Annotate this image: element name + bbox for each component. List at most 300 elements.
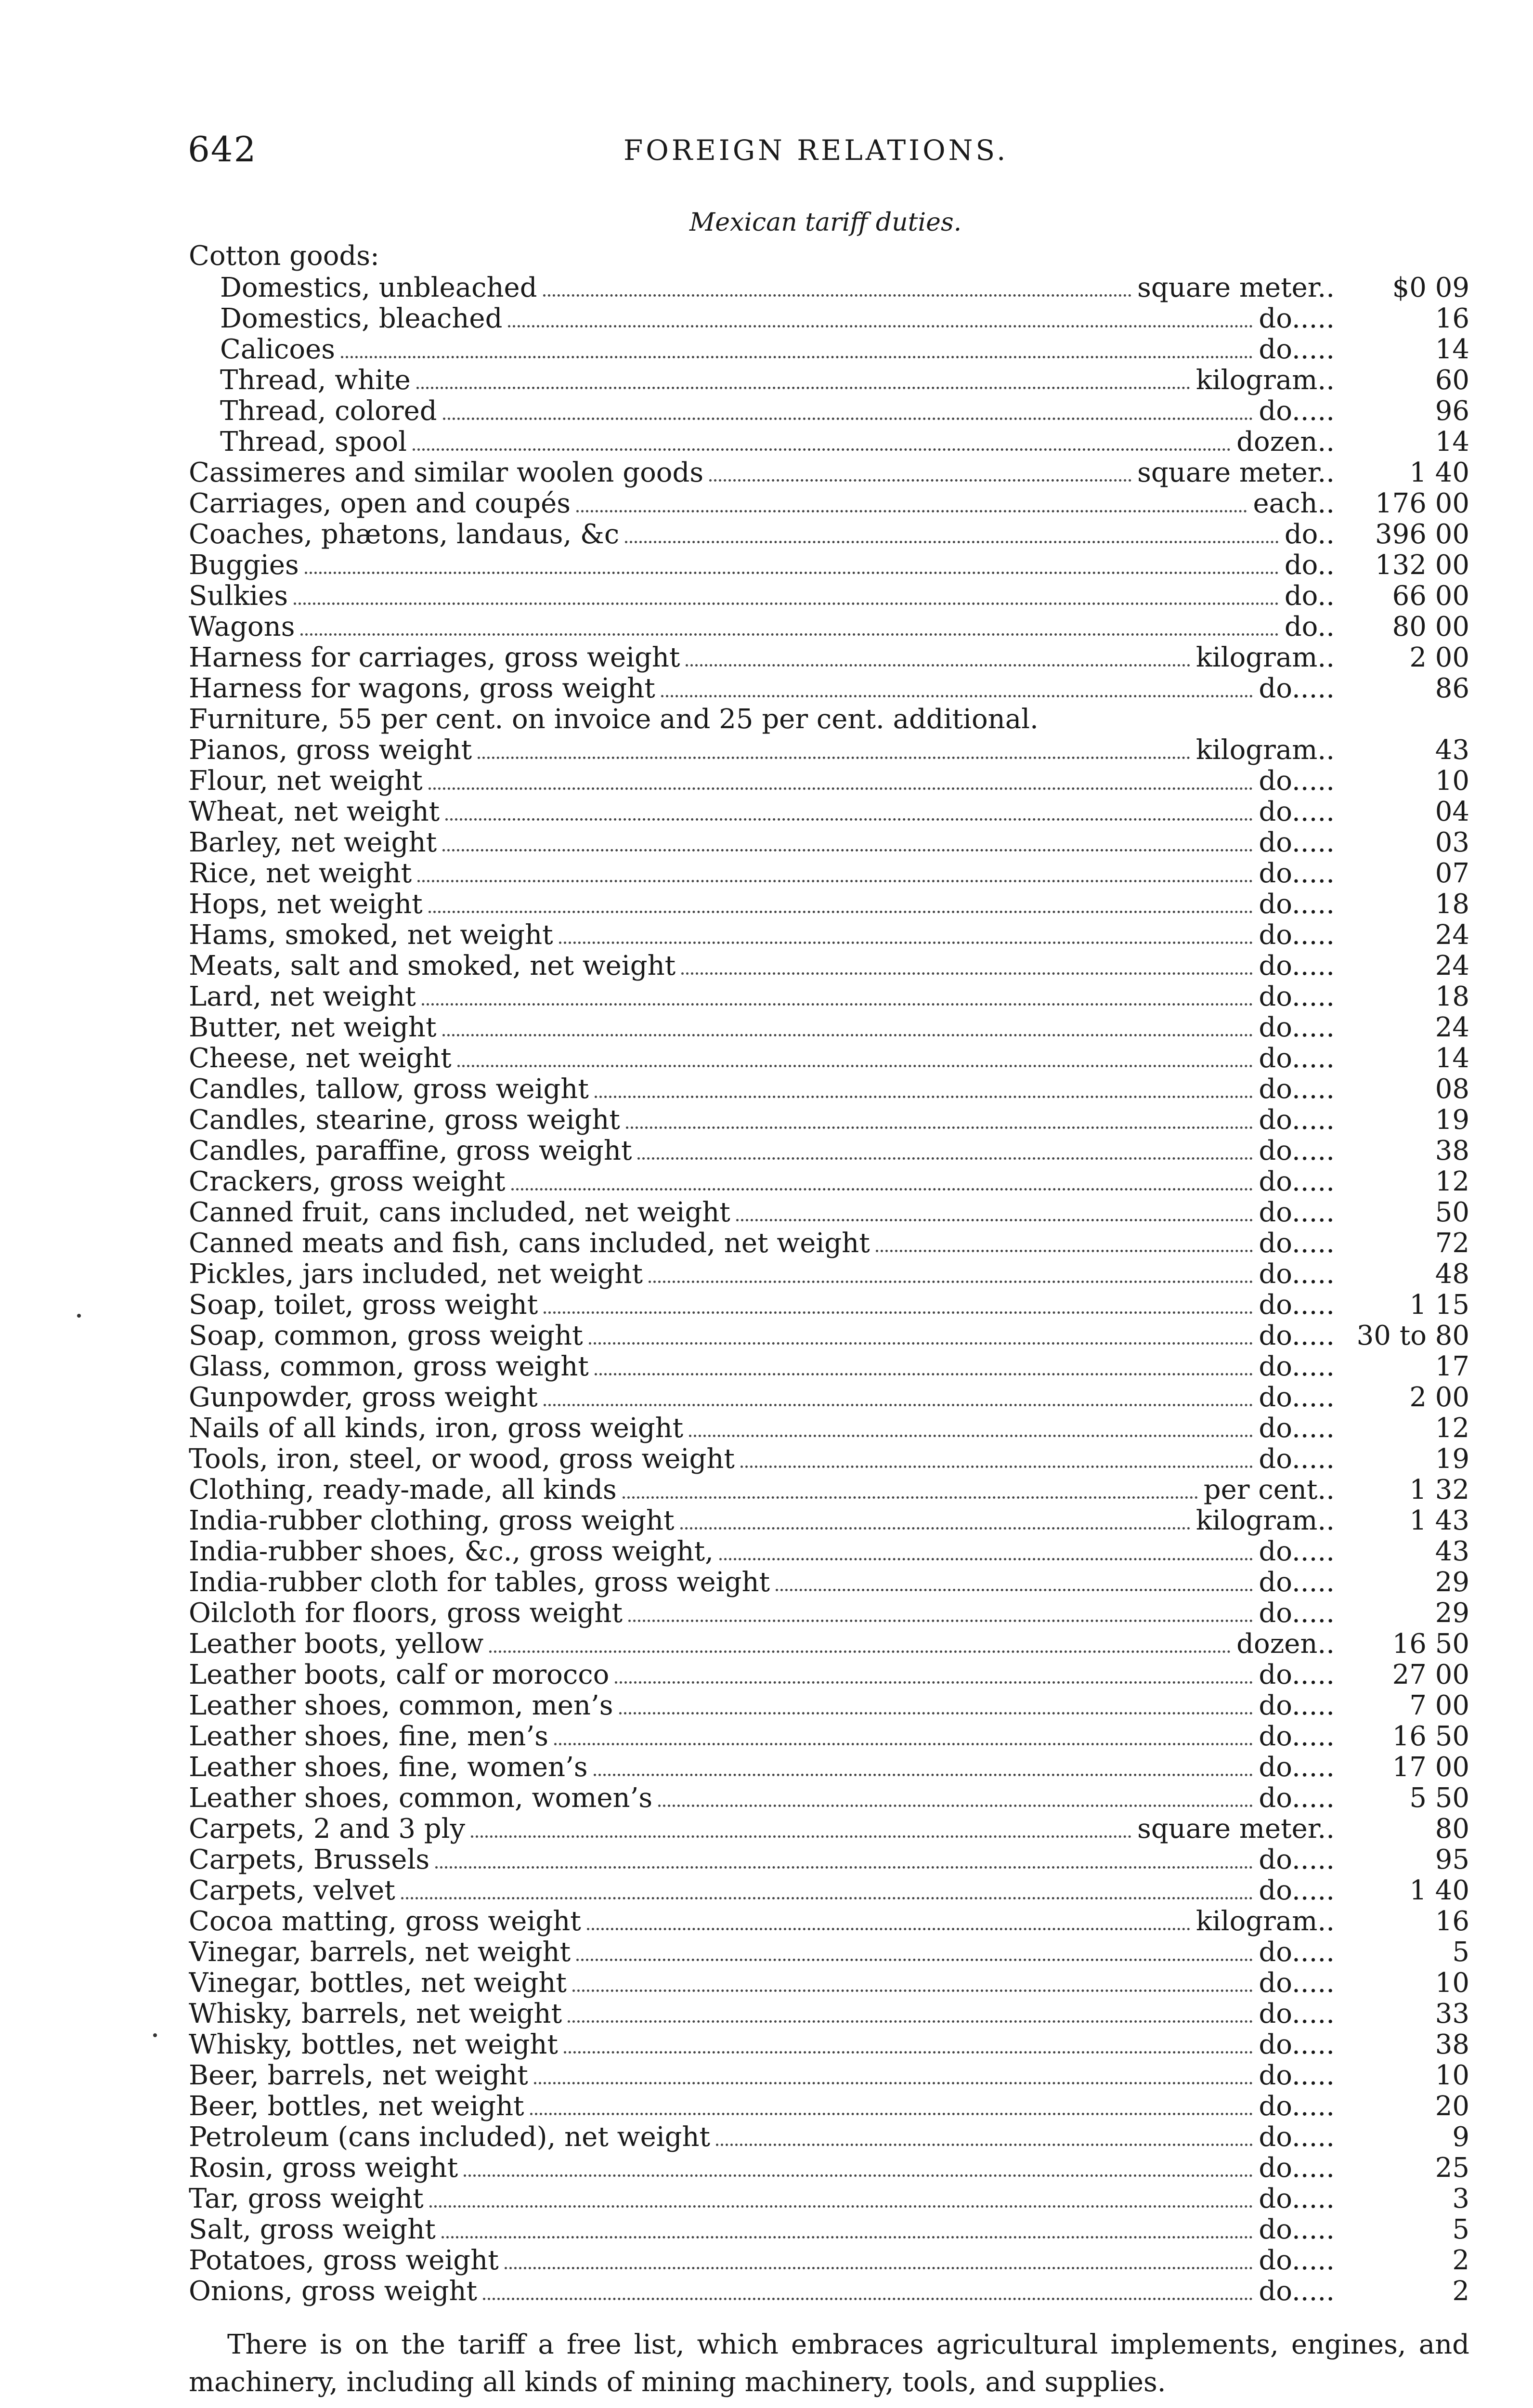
item-rate: 19 <box>1435 1104 1469 1136</box>
table-row <box>189 1505 1469 1536</box>
dot-leader <box>429 889 1253 913</box>
item-name: Canned meats and fish, cans included, net weight <box>189 1228 870 1259</box>
item-leader <box>189 2091 1335 2122</box>
table-row <box>189 920 1469 951</box>
dot-leader <box>615 1660 1253 1684</box>
item-unit: kilogram.. <box>1195 642 1335 673</box>
item-rate: 5 <box>1452 1937 1469 1968</box>
item-name: Thread, colored <box>220 396 437 427</box>
item-leader <box>189 1690 1335 1721</box>
item-leader <box>189 612 1335 642</box>
item-rate: 10 <box>1435 2060 1469 2091</box>
item-rate: 50 <box>1435 1197 1469 1228</box>
item-rate: 24 <box>1435 1012 1469 1043</box>
table-row <box>189 735 1469 766</box>
table-row <box>189 1074 1469 1105</box>
item-name: Wagons <box>189 612 295 642</box>
dot-leader <box>594 1752 1253 1776</box>
item-unit: do..... <box>1259 1197 1335 1228</box>
dot-leader <box>429 2184 1253 2208</box>
item-leader <box>189 581 1335 612</box>
dot-leader <box>294 581 1279 605</box>
table-row <box>189 2029 1469 2060</box>
item-leader <box>189 1475 1335 1505</box>
item-unit: do..... <box>1259 797 1335 827</box>
item-unit: square meter.. <box>1137 273 1335 303</box>
item-name: Thread, spool <box>220 427 407 458</box>
item-name: Crackers, gross weight <box>189 1166 506 1197</box>
table-row <box>189 396 1469 427</box>
item-rate: 9 <box>1452 2121 1469 2153</box>
item-name: Cocoa matting, gross weight <box>189 1906 581 1937</box>
item-leader <box>189 1382 1335 1413</box>
item-rate: 80 <box>1435 1813 1469 1845</box>
dot-leader <box>401 1875 1253 1899</box>
item-unit: do..... <box>1259 1968 1335 1999</box>
item-leader <box>189 2276 1335 2307</box>
table-row <box>189 1906 1469 1937</box>
dot-leader <box>443 396 1253 420</box>
item-unit: per cent.. <box>1203 1475 1335 1505</box>
item-rate: 16 <box>1435 303 1469 334</box>
item-leader <box>189 1999 1335 2029</box>
item-unit: do..... <box>1259 1660 1335 1690</box>
table-row <box>189 1721 1469 1752</box>
item-rate: 80 00 <box>1392 611 1469 642</box>
item-rate: 1 32 <box>1409 1474 1469 1505</box>
item-rate: 16 50 <box>1392 1628 1469 1660</box>
dot-leader <box>413 427 1231 451</box>
item-rate: 96 <box>1435 395 1469 427</box>
item-unit: do.. <box>1284 581 1335 612</box>
dot-leader <box>619 1690 1253 1714</box>
table-row <box>189 612 1469 642</box>
item-name: Carpets, velvet <box>189 1875 395 1906</box>
item-name: Glass, common, gross weight <box>189 1351 589 1382</box>
item-unit: kilogram.. <box>1195 1906 1335 1937</box>
item-unit: kilogram.. <box>1195 735 1335 766</box>
dot-leader <box>478 735 1190 759</box>
table-row <box>189 1166 1469 1197</box>
table-row <box>189 550 1469 581</box>
item-rate: 43 <box>1435 1536 1469 1567</box>
dot-leader <box>686 642 1190 667</box>
item-leader <box>189 1937 1335 1968</box>
dot-leader <box>442 1012 1253 1036</box>
table-row <box>189 1259 1469 1290</box>
item-leader <box>189 889 1335 920</box>
item-leader <box>189 858 1335 889</box>
item-name: Harness for carriages, gross weight <box>189 642 680 673</box>
item-unit: do..... <box>1259 396 1335 427</box>
item-unit: dozen.. <box>1236 427 1335 458</box>
item-leader <box>189 1845 1335 1875</box>
dot-leader <box>568 1999 1253 2023</box>
table-row <box>189 797 1469 827</box>
item-name: India-rubber cloth for tables, gross weight <box>189 1567 770 1598</box>
item-leader <box>189 1166 1335 1197</box>
table-row <box>189 2245 1469 2276</box>
dot-leader <box>719 1536 1253 1560</box>
item-rate: 18 <box>1435 889 1469 920</box>
dot-leader <box>457 1043 1253 1067</box>
item-leader <box>220 427 1335 458</box>
table-row <box>189 334 1469 365</box>
item-leader <box>220 365 1335 396</box>
item-name: Domestics, unbleached <box>220 273 537 303</box>
dot-leader <box>445 797 1253 821</box>
item-name: Vinegar, bottles, net weight <box>189 1968 567 1999</box>
item-name: Tar, gross weight <box>189 2184 424 2214</box>
item-rate: 29 <box>1435 1567 1469 1598</box>
item-rate: 14 <box>1435 334 1469 365</box>
table-row <box>189 1536 1469 1567</box>
item-rate: 176 00 <box>1375 488 1469 519</box>
dot-leader <box>442 827 1253 851</box>
dot-leader <box>572 1968 1253 1992</box>
item-leader <box>189 1197 1335 1228</box>
table-row <box>189 1043 1469 1074</box>
table-row <box>189 1690 1469 1721</box>
item-name: Pickles, jars included, net weight <box>189 1259 643 1290</box>
item-unit: do..... <box>1259 827 1335 858</box>
item-leader <box>189 982 1335 1012</box>
dot-leader <box>661 673 1253 697</box>
tariff-table <box>189 273 1469 2307</box>
item-leader <box>189 797 1335 827</box>
item-leader <box>189 766 1335 797</box>
item-unit: kilogram.. <box>1195 1505 1335 1536</box>
item-leader <box>189 1660 1335 1690</box>
item-leader <box>189 2245 1335 2276</box>
table-row <box>189 1444 1469 1475</box>
item-name: Beer, barrels, net weight <box>189 2060 528 2091</box>
item-name: Lard, net weight <box>189 982 416 1012</box>
item-leader <box>189 1259 1335 1290</box>
item-rate: 04 <box>1435 796 1469 827</box>
item-rate: 17 <box>1435 1351 1469 1382</box>
table-row <box>189 827 1469 858</box>
table-row <box>189 2122 1469 2153</box>
table-row <box>189 766 1469 797</box>
table-row <box>189 1321 1469 1351</box>
item-unit: do.. <box>1284 519 1335 550</box>
item-leader <box>189 1567 1335 1598</box>
item-leader <box>220 396 1335 427</box>
item-unit: do..... <box>1259 1690 1335 1721</box>
item-leader <box>189 1783 1335 1814</box>
table-row <box>189 1999 1469 2029</box>
item-unit: do..... <box>1259 1845 1335 1875</box>
table-row <box>189 1136 1469 1166</box>
item-name: Coaches, phætons, landaus, &c <box>189 519 620 550</box>
item-unit: each.. <box>1253 488 1335 519</box>
item-rate: 10 <box>1435 765 1469 797</box>
dot-leader <box>576 1937 1253 1961</box>
table-row <box>189 1598 1469 1629</box>
table-row <box>189 1660 1469 1690</box>
item-rate: 38 <box>1435 2029 1469 2060</box>
item-leader <box>189 2122 1335 2153</box>
item-name: Wheat, net weight <box>189 797 440 827</box>
item-name: Butter, net weight <box>189 1012 437 1043</box>
item-leader <box>189 1290 1335 1321</box>
item-name: Leather boots, calf or morocco <box>189 1660 610 1690</box>
item-unit: do..... <box>1259 1875 1335 1906</box>
item-leader <box>189 1105 1335 1136</box>
item-leader <box>189 951 1335 982</box>
item-unit: do..... <box>1259 1228 1335 1259</box>
item-unit: do..... <box>1259 920 1335 951</box>
item-rate: 38 <box>1435 1135 1469 1166</box>
item-leader <box>220 334 1335 365</box>
item-name: Carpets, 2 and 3 ply <box>189 1814 466 1845</box>
dot-leader <box>554 1721 1253 1745</box>
item-name: Meats, salt and smoked, net weight <box>189 951 676 982</box>
dot-leader <box>628 1598 1253 1622</box>
dot-leader <box>576 488 1247 512</box>
item-rate: 2 <box>1452 2276 1469 2307</box>
item-rate: 12 <box>1435 1413 1469 1444</box>
item-leader <box>189 1043 1335 1074</box>
item-unit: do..... <box>1259 1444 1335 1475</box>
table-row <box>189 2091 1469 2122</box>
item-leader <box>189 704 1335 735</box>
item-name: Leather shoes, fine, women’s <box>189 1752 588 1783</box>
dot-leader <box>534 2060 1253 2084</box>
dot-leader <box>626 1105 1253 1129</box>
table-row <box>189 1567 1469 1598</box>
item-name: Gunpowder, gross weight <box>189 1382 538 1413</box>
item-rate: 1 43 <box>1409 1505 1469 1536</box>
dot-leader <box>422 982 1253 1006</box>
table-row <box>189 1012 1469 1043</box>
item-rate: 396 00 <box>1375 519 1469 550</box>
table-row <box>189 488 1469 519</box>
item-unit: do..... <box>1259 766 1335 797</box>
item-unit: do..... <box>1259 1012 1335 1043</box>
item-leader <box>189 519 1335 550</box>
item-leader <box>220 303 1335 334</box>
item-name: Flour, net weight <box>189 766 423 797</box>
dot-leader <box>530 2091 1253 2115</box>
item-leader <box>189 1752 1335 1783</box>
dot-leader <box>776 1567 1253 1591</box>
item-name: India-rubber clothing, gross weight <box>189 1505 675 1536</box>
item-name: Soap, common, gross weight <box>189 1321 583 1351</box>
item-name: Clothing, ready-made, all kinds <box>189 1475 617 1505</box>
item-name: India-rubber shoes, &c., gross weight, <box>189 1536 714 1567</box>
table-row <box>189 1382 1469 1413</box>
item-leader <box>189 1136 1335 1166</box>
item-rate: 43 <box>1435 734 1469 766</box>
item-leader <box>220 273 1335 303</box>
item-unit: do..... <box>1259 1937 1335 1968</box>
item-unit: do..... <box>1259 1598 1335 1629</box>
item-rate: 1 40 <box>1409 457 1469 488</box>
item-rate: 08 <box>1435 1073 1469 1105</box>
table-row <box>189 704 1469 735</box>
item-name: Domestics, bleached <box>220 303 503 334</box>
running-title: FOREIGN RELATIONS. <box>624 134 1009 167</box>
dot-leader <box>625 519 1279 543</box>
dot-leader <box>416 365 1190 389</box>
item-unit: do.. <box>1284 550 1335 581</box>
table-row <box>189 1413 1469 1444</box>
table-row <box>189 642 1469 673</box>
table-row <box>189 673 1469 704</box>
dot-leader <box>489 1629 1231 1653</box>
section-heading: Cotton goods: <box>189 240 379 272</box>
item-unit: do..... <box>1259 1536 1335 1567</box>
dot-leader <box>505 2245 1253 2269</box>
item-rate: 60 <box>1435 365 1469 396</box>
item-unit: do..... <box>1259 2184 1335 2214</box>
table-row <box>189 951 1469 982</box>
item-leader <box>189 1074 1335 1105</box>
table-row <box>189 303 1469 334</box>
footnote-paragraph: There is on the tariff a free list, which embraces agricultural implements, engines, and machinery, including all kinds of mining machinery, tools, and supplies. <box>189 2329 1469 2398</box>
table-row <box>189 1351 1469 1382</box>
dot-leader <box>716 2122 1253 2146</box>
dot-leader <box>637 1136 1253 1160</box>
item-unit: do..... <box>1259 982 1335 1012</box>
item-rate: 86 <box>1435 673 1469 704</box>
table-row <box>189 1875 1469 1906</box>
item-leader <box>189 1012 1335 1043</box>
table-row <box>189 1629 1469 1660</box>
item-unit: do..... <box>1259 2214 1335 2245</box>
item-unit: do..... <box>1259 303 1335 334</box>
item-unit: do..... <box>1259 1783 1335 1814</box>
item-rate: 95 <box>1435 1844 1469 1875</box>
item-rate: 48 <box>1435 1258 1469 1290</box>
item-name: Potatoes, gross weight <box>189 2245 499 2276</box>
item-leader <box>189 1505 1335 1536</box>
item-rate: 2 00 <box>1409 1382 1469 1413</box>
item-unit: do..... <box>1259 2276 1335 2307</box>
item-rate: 27 00 <box>1392 1659 1469 1690</box>
item-name: Nails of all kinds, iron, gross weight <box>189 1413 684 1444</box>
table-row <box>189 1845 1469 1875</box>
item-name: Pianos, gross weight <box>189 735 472 766</box>
item-name: Beer, bottles, net weight <box>189 2091 524 2122</box>
item-leader <box>189 1351 1335 1382</box>
item-unit: do..... <box>1259 1259 1335 1290</box>
dot-leader <box>305 550 1279 574</box>
item-name: Soap, toilet, gross weight <box>189 1290 538 1321</box>
dot-leader <box>559 920 1253 944</box>
item-name: Whisky, bottles, net weight <box>189 2029 558 2060</box>
table-row <box>189 1475 1469 1505</box>
dot-leader <box>649 1259 1253 1283</box>
item-rate: 66 00 <box>1392 580 1469 612</box>
item-rate: $0 09 <box>1392 272 1469 303</box>
item-unit: do..... <box>1259 889 1335 920</box>
item-name: Leather shoes, fine, men’s <box>189 1721 549 1752</box>
item-unit: square meter.. <box>1137 1814 1335 1845</box>
item-name: Onions, gross weight <box>189 2276 478 2307</box>
item-name: Tools, iron, steel, or wood, gross weight <box>189 1444 735 1475</box>
dot-leader <box>680 1505 1190 1530</box>
item-name: Harness for wagons, gross weight <box>189 673 655 704</box>
item-leader <box>189 2153 1335 2184</box>
table-row <box>189 1783 1469 1814</box>
item-rate: 2 <box>1452 2245 1469 2276</box>
item-leader <box>189 488 1335 519</box>
item-name: Carpets, Brussels <box>189 1845 430 1875</box>
item-name: Oilcloth for floors, gross weight <box>189 1598 623 1629</box>
table-row <box>189 1105 1469 1136</box>
print-speck <box>77 1314 81 1318</box>
item-rate: 132 00 <box>1375 550 1469 581</box>
item-name: Hops, net weight <box>189 889 423 920</box>
item-name: Rice, net weight <box>189 858 412 889</box>
item-name: Leather boots, yellow <box>189 1629 484 1660</box>
table-row <box>189 982 1469 1012</box>
item-rate: 30 to 80 <box>1356 1320 1469 1351</box>
table-row <box>189 2153 1469 2184</box>
item-leader <box>189 1629 1335 1660</box>
item-rate: 20 <box>1435 2091 1469 2122</box>
item-name: Hams, smoked, net weight <box>189 920 553 951</box>
dot-leader <box>595 1074 1253 1098</box>
dot-leader <box>442 2214 1253 2238</box>
dot-leader <box>709 458 1131 482</box>
item-unit: do..... <box>1259 1382 1335 1413</box>
item-unit: do..... <box>1259 2091 1335 2122</box>
item-unit: square meter.. <box>1137 458 1335 488</box>
item-rate: 33 <box>1435 1998 1469 2029</box>
item-name: Candles, paraffine, gross weight <box>189 1136 632 1166</box>
item-name: Leather shoes, common, women’s <box>189 1783 653 1814</box>
table-row <box>189 2214 1469 2245</box>
item-rate: 1 40 <box>1409 1875 1469 1906</box>
table-row <box>189 273 1469 303</box>
item-rate: 17 00 <box>1392 1752 1469 1783</box>
item-leader <box>189 550 1335 581</box>
item-rate: 25 <box>1435 2152 1469 2184</box>
item-leader <box>189 1228 1335 1259</box>
item-unit: do..... <box>1259 1413 1335 1444</box>
table-row <box>189 2060 1469 2091</box>
item-name: Buggies <box>189 550 299 581</box>
dot-leader <box>543 273 1132 297</box>
item-name: Candles, stearine, gross weight <box>189 1105 620 1136</box>
item-rate: 18 <box>1435 981 1469 1012</box>
dot-leader <box>589 1321 1253 1345</box>
item-name: Rosin, gross weight <box>189 2153 458 2184</box>
item-rate: 16 50 <box>1392 1721 1469 1752</box>
item-unit: do..... <box>1259 673 1335 704</box>
item-leader <box>189 2060 1335 2091</box>
dot-leader <box>511 1166 1253 1191</box>
dot-leader <box>300 612 1278 636</box>
item-rate: 3 <box>1452 2183 1469 2214</box>
table-row <box>189 581 1469 612</box>
item-unit: do..... <box>1259 1567 1335 1598</box>
dot-leader <box>544 1290 1253 1314</box>
item-name: Furniture, 55 per cent. on invoice and 25 per cent. additional. <box>189 704 1039 735</box>
item-name: Canned fruit, cans included, net weight <box>189 1197 730 1228</box>
item-leader <box>189 1444 1335 1475</box>
item-unit: do..... <box>1259 1105 1335 1136</box>
item-name: Sulkies <box>189 581 288 612</box>
item-unit: do..... <box>1259 1136 1335 1166</box>
item-name: Petroleum (cans included), net weight <box>189 2122 711 2153</box>
item-unit: do..... <box>1259 2245 1335 2276</box>
dot-leader <box>544 1382 1253 1406</box>
